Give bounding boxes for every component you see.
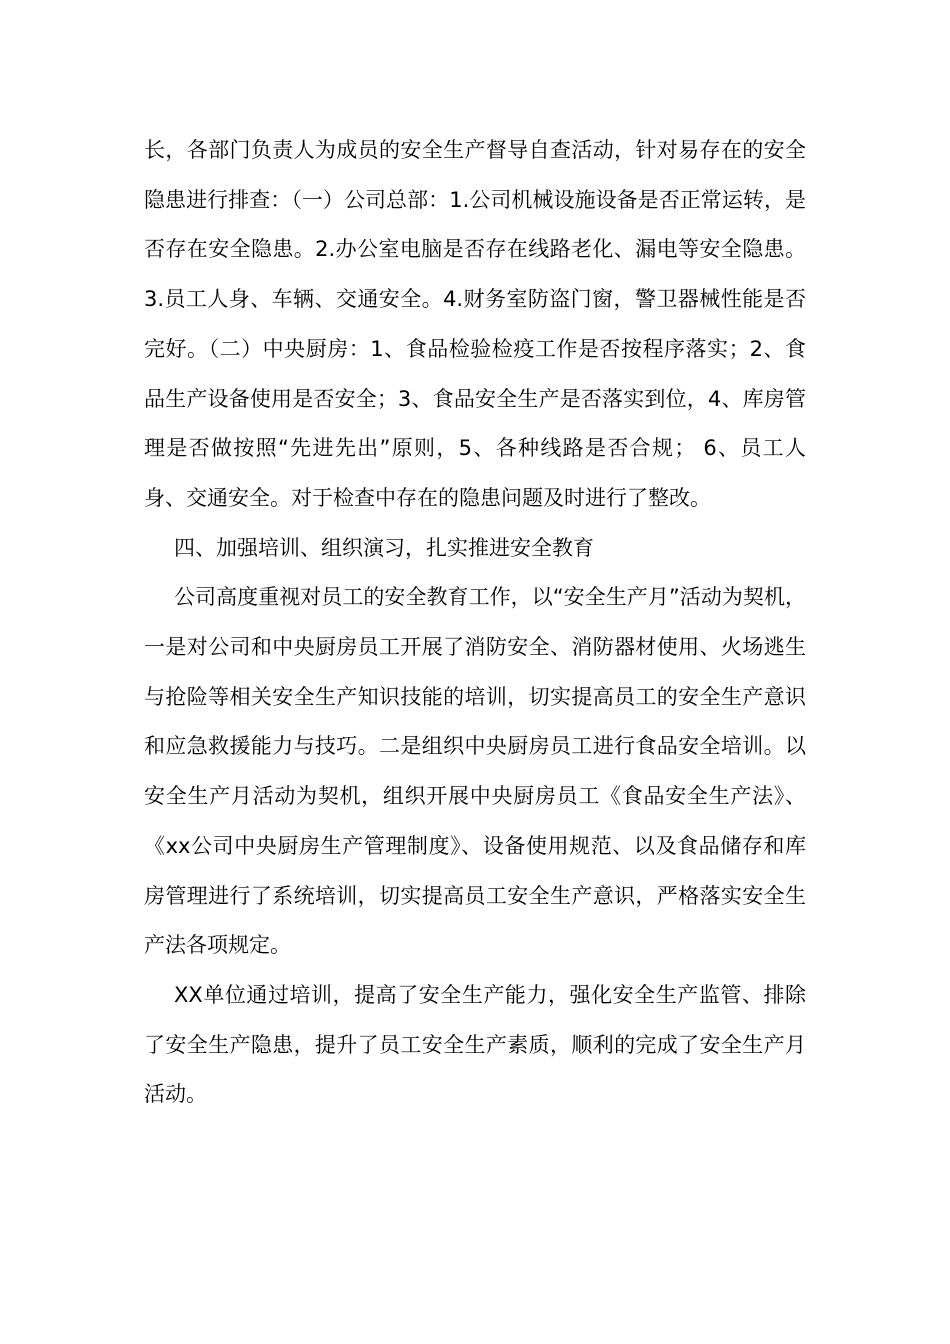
paragraph-inspection: 长，各部门负责人为成员的安全生产督导自查活动，针对易存在的安全隐患进行排查：（一）公司总部：1.公司机械设施设备是否正常运转，是否存在安全隐患。2.办公室电脑是否存在线路老化、漏电等安全隐患。3.员工人身、车辆、交通安全。4.财务室防盗门窗，警卫器械性能是否完好。（二）中央厨房：1、食品检验检疫工作是否按程序落实；2、食品生产设备使用是否安全；3、食品安全生产是否落实到位，4、库房管理是否做按照“先进先出”原则，5、各种线路是否合规； 6、员工人身、交通安全。对于检查中存在的隐患问题及时进行了整改。 bbox=[144, 138, 806, 510]
document-body bbox=[144, 126, 806, 1120]
paragraph-conclusion: XX单位通过培训，提高了安全生产能力，强化安全生产监管、排除了安全生产隐患，提升了员工安全生产素质，顺利的完成了安全生产月活动。 bbox=[144, 982, 806, 1107]
section-heading-training: 四、加强培训、组织演习，扎实推进安全教育 bbox=[174, 535, 594, 560]
paragraph-training: 公司高度重视对员工的安全教育工作，以“安全生产月”活动为契机，一是对公司和中央厨房员工开展了消防安全、消防器材使用、火场逃生与抢险等相关安全生产知识技能的培训，切实提高员工的安全生产意识和应急救援能力与技巧。二是组织中央厨房员工进行食品安全培训。以安全生产月活动为契机，组织开展中央厨房员工《食品安全生产法》、《xx公司中央厨房生产管理制度》、设备使用规范、以及食品储存和库房管理进行了系统培训，切实提高员工安全生产意识，严格落实安全生产法各项规定。 bbox=[144, 585, 806, 958]
